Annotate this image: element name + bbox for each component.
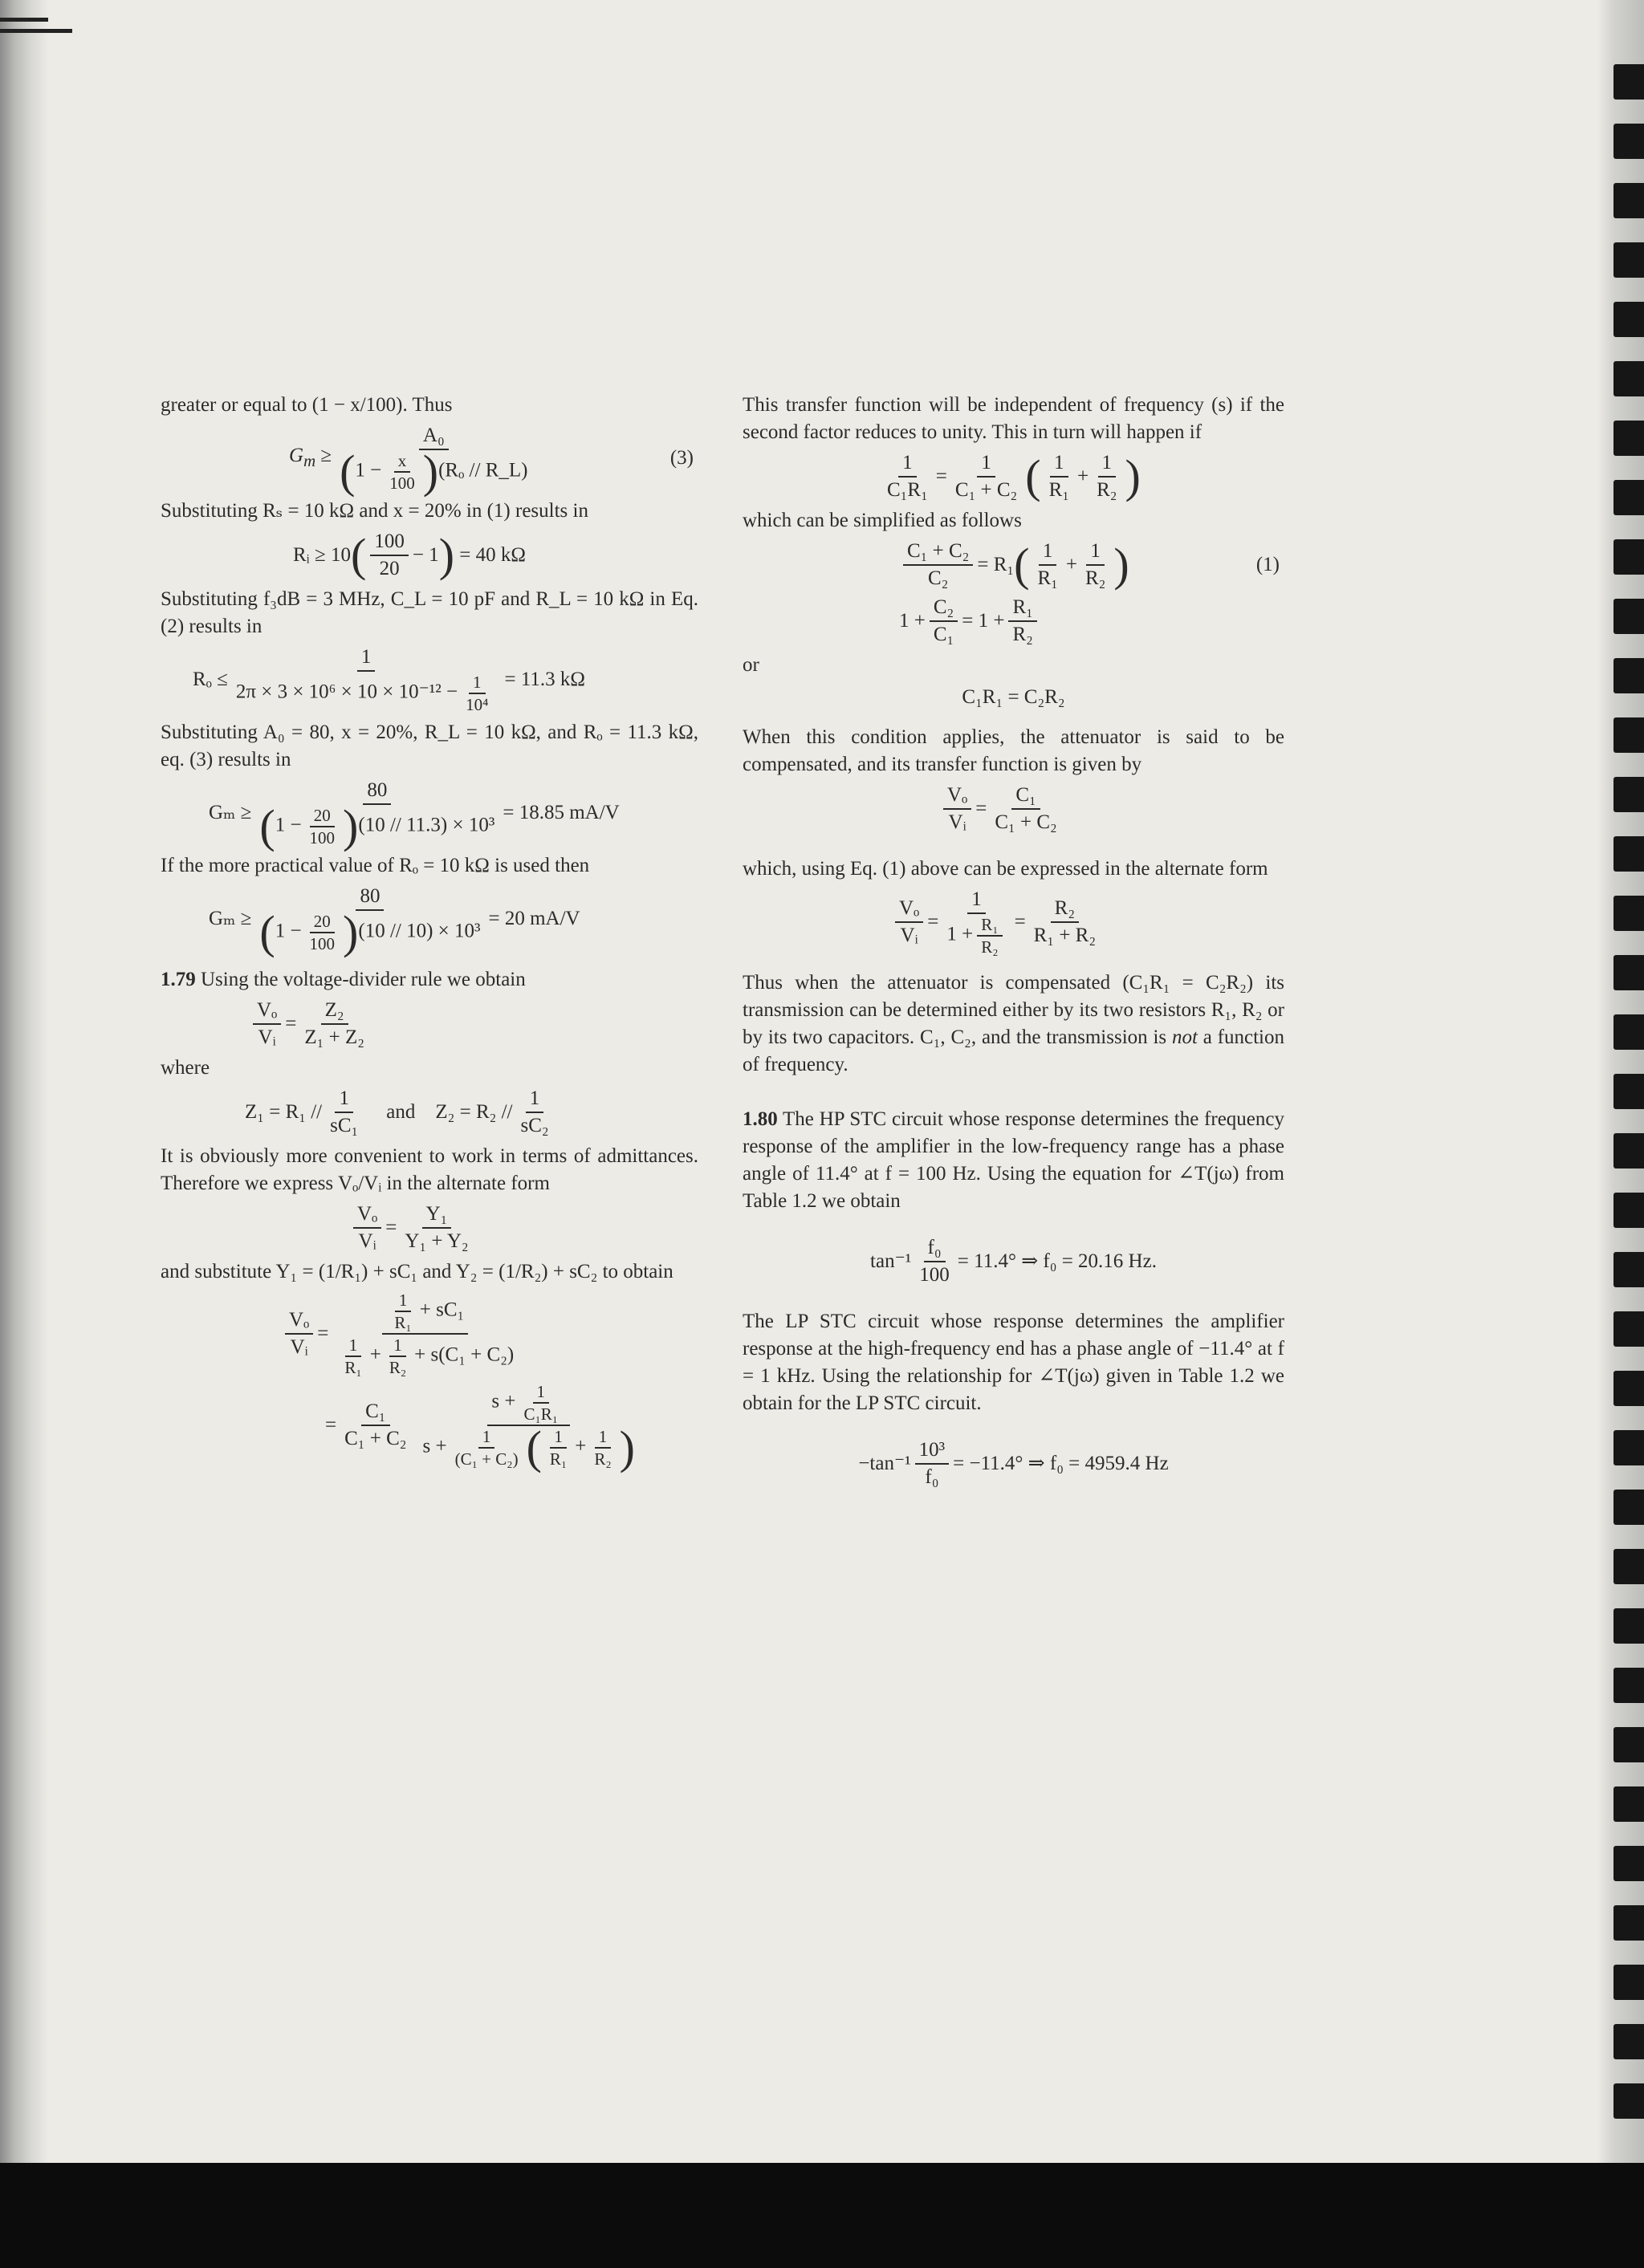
binding-tab	[1613, 1668, 1644, 1703]
eq-s-r1: R₁	[1037, 567, 1058, 589]
eq-alt-fden: R₂	[981, 937, 999, 957]
eq-f-num-c: + sC₁	[419, 1299, 465, 1321]
left-where: where	[161, 1057, 210, 1079]
equation-lp-phase	[743, 1438, 1284, 1490]
equation-impedances	[161, 1087, 698, 1138]
equation-ri: Rᵢ ≥ 10 ( $\frac{100}{20}$ − 1 ) = 40 kΩ	[293, 529, 526, 581]
eq-vd-z2: Z₂	[321, 998, 348, 1025]
eq-z1: Z₁ = R₁ //	[245, 1101, 323, 1123]
binding-tab	[1613, 836, 1644, 872]
eq-f-den-b: R₁	[344, 1358, 362, 1377]
equation-admittance: $\frac{\text{Vₒ}}{\text{Vᵢ}}$ = $\frac{\text{Y₁}}{\text{Y₁ + Y₂}}$	[161, 1202, 698, 1254]
binding-tab	[1613, 1371, 1644, 1406]
eq-hp-num: f₀	[924, 1236, 946, 1262]
eq-alt-vi: Vᵢ	[900, 925, 918, 946]
binding-tab	[1613, 1014, 1644, 1050]
binding-tab	[1613, 1786, 1644, 1822]
eq-vd-vi: Vᵢ	[258, 1026, 276, 1048]
binding-tab	[1613, 361, 1644, 396]
eq-s-one-a: 1	[1039, 539, 1057, 566]
eq-c-r1: R₁	[1048, 479, 1069, 501]
binding-tab	[1613, 717, 1644, 753]
eq-y-num: Y₁	[422, 1202, 452, 1229]
binding-tab	[1613, 1133, 1644, 1169]
scan-mark-top-2	[0, 29, 72, 33]
eq-y-den: Y₁ + Y₂	[405, 1230, 469, 1252]
eq-z1-num: 1	[335, 1087, 353, 1113]
eq-c-lnum: 1	[898, 451, 917, 478]
section-1-79-text: Using the voltage-divider rule we obtain	[201, 969, 526, 990]
binding-tab	[1613, 2024, 1644, 2059]
eq-alt-vo: Vₒ	[895, 896, 923, 923]
eq-s-mid: = R₁	[977, 554, 1015, 575]
left-para-4: Substituting A₀ = 80, x = 20%, R_L = 10 kΩ, and Rₒ = 11.3 kΩ, eq. (3) results in	[161, 721, 698, 770]
eq-lp-result: = −11.4° ⇒ f₀ = 4959.4 Hz	[953, 1453, 1169, 1474]
eq-ro-num: 1	[357, 645, 376, 672]
binding-tab	[1613, 124, 1644, 159]
binding-tab	[1613, 480, 1644, 515]
eq3-num: A₀	[419, 424, 449, 450]
eq-alt-rnum: R₂	[1051, 896, 1079, 923]
eq-alt-num: 1	[967, 888, 986, 914]
eq-ri-result: = 40 kΩ	[459, 544, 526, 566]
eq-f-num-b: R₁	[394, 1313, 412, 1332]
eq-c-lden: C₁R₁	[887, 479, 928, 501]
section-1-80	[743, 1106, 1284, 1215]
eq-gm2-fden: 100	[309, 934, 336, 953]
left-column	[161, 392, 698, 1473]
eq-g-num-fden: C₁R₁	[523, 1404, 559, 1424]
eq-lp-num: 10³	[915, 1438, 950, 1465]
eq3-tag: (3)	[669, 447, 694, 469]
right-or: or	[743, 654, 759, 676]
eq-s-one-b: 1	[1086, 539, 1105, 566]
eq-g-num-s: s +	[491, 1390, 516, 1412]
eq-g-den-one-b: 1	[595, 1427, 612, 1449]
eq-ri-den: 20	[379, 558, 400, 579]
binding-tab	[1613, 1490, 1644, 1525]
binding-tab	[1613, 2083, 1644, 2119]
equation-c1r1-c2r2	[743, 684, 1284, 711]
binding-tab	[1613, 1311, 1644, 1347]
eq-gm2-fnum: 20	[310, 912, 335, 933]
binding-tab	[1613, 242, 1644, 278]
eq-tf-den: C₁ + C₂	[995, 811, 1057, 833]
eq-t-c2: C₂	[930, 595, 958, 622]
equation-voltage-divider: $\frac{\text{Vₒ}}{\text{Vᵢ}}$ = $\frac{\text{Z₂}}{\text{Z₁ + Z₂}}$	[161, 998, 698, 1050]
eq-ri-num: 100	[370, 530, 409, 556]
eq-c-one-a: 1	[1050, 451, 1068, 478]
binding-tab	[1613, 1430, 1644, 1465]
equation-gm-1: Gₘ ≥ 80 (1 − $\frac{20}{100}$ )(10 // 11.3) × 10³ = 18.85 mA/V	[209, 779, 620, 852]
eq-f-den-d: R₂	[389, 1358, 407, 1377]
eq-g-den-r1: R₁	[549, 1449, 568, 1469]
eq-alt-fnum: R₁	[977, 915, 1002, 937]
binding-tab	[1613, 302, 1644, 337]
eq-hp-tan: tan⁻¹	[870, 1250, 912, 1272]
left-para-1: greater or equal to (1 − x/100). Thus	[161, 394, 453, 416]
eq-y-vi: Vᵢ	[358, 1230, 376, 1252]
eq-gm1-fden: 100	[309, 828, 336, 847]
right-para-4: which, using Eq. (1) above can be expressed in the alternate form	[743, 858, 1268, 880]
binding-tab	[1613, 1608, 1644, 1644]
eq-ro-lhs: Rₒ ≤	[193, 669, 228, 690]
binding-tab	[1613, 421, 1644, 456]
eq-g-c1c2: C₁ + C₂	[344, 1428, 407, 1449]
right-para-3: When this condition applies, the attenuator is said to be compensated, and its transfer function is given by	[743, 726, 1284, 775]
left-para-5: If the more practical value of Rₒ = 10 kΩ is used then	[161, 855, 590, 876]
binding-tab	[1613, 1252, 1644, 1287]
binding-tab	[1613, 1727, 1644, 1762]
eq-z1-den: sC₁	[330, 1115, 359, 1136]
eq-vd-z1z2: Z₁ + Z₂	[304, 1026, 364, 1048]
right-para-5-b: a function of frequency.	[743, 1026, 1284, 1075]
binding-tab	[1613, 183, 1644, 218]
section-1-79	[161, 966, 698, 994]
eq-s-num: C₁ + C₂	[903, 539, 973, 566]
eq-t-mid: = 1 +	[962, 610, 1005, 632]
left-para-7: and substitute Y₁ = (1/R₁) + sC₁ and Y₂ = (1/R₂) + sC₂ to obtain	[161, 1261, 673, 1282]
scan-bottom-band	[0, 2163, 1644, 2268]
binding-tab	[1613, 777, 1644, 812]
eq-ri-lhs: Rᵢ ≥ 10	[293, 544, 351, 566]
eq-tf-vo: Vₒ	[943, 783, 971, 810]
eq-1-tag: (1)	[1255, 554, 1280, 575]
eq-tf-num: C₁	[1011, 783, 1040, 810]
binding-tab	[1613, 539, 1644, 575]
eq-alt-rden: R₁ + R₂	[1033, 925, 1097, 946]
equation-ro	[161, 645, 698, 714]
eq-y-vo: Vₒ	[353, 1202, 381, 1229]
eq-ro-den: 2π × 3 × 10⁶ × 10 × 10⁻¹² −	[235, 681, 458, 703]
eq-g-den-s: s +	[422, 1435, 447, 1457]
right-para-5	[743, 969, 1284, 1079]
eq-ro-den-num: 1	[469, 673, 486, 694]
section-1-80-number: 1.80	[743, 1108, 778, 1130]
eq3-100: 100	[389, 474, 415, 493]
eq-gm2-result: = 20 mA/V	[488, 908, 580, 929]
section-1-79-number: 1.79	[161, 969, 196, 990]
eq-lp-tan: −tan⁻¹	[858, 1453, 911, 1474]
scan-mark-top	[0, 18, 48, 22]
equation-full-expression: $\frac{\text{Vₒ}}{\text{Vᵢ}}$ = $\frac{1}{\text{R₁}}$ + sC₁ $\frac{1}{\text{R₁}}$ + $\frac{1}{\text{R₂}}$ + s(C₁ + C₂)	[161, 1290, 698, 1377]
right-para-1: This transfer function will be independent of frequency (s) if the second factor reduces to unity. This in turn will happen if	[743, 394, 1284, 443]
binding-tab	[1613, 658, 1644, 693]
binding-tab	[1613, 64, 1644, 100]
eq3-x: x	[394, 451, 411, 473]
binding-tab	[1613, 1549, 1644, 1584]
eq-gm1-tail: (10 // 11.3) × 10³	[358, 814, 495, 836]
eq-tf-vi: Vᵢ	[948, 811, 966, 833]
eq-gm1-fnum: 20	[310, 806, 335, 827]
eq-c-r2: R₂	[1097, 479, 1117, 501]
equation-gm-2: Gₘ ≥ 80 (1 − $\frac{20}{100}$ )(10 // 10) × 10³ = 20 mA/V	[209, 885, 580, 958]
eq-gm1-num: 80	[363, 778, 391, 805]
eq-g-den-fden: (C₁ + C₂)	[454, 1449, 519, 1469]
left-para-2: Substituting Rₛ = 10 kΩ and x = 20% in (1) results in	[161, 500, 588, 522]
eq-f-den-c: 1	[389, 1335, 406, 1357]
eq-cr: C₁R₁ = C₂R₂	[962, 686, 1065, 708]
right-para-5-not: not	[1171, 1026, 1198, 1048]
eq-c-rden: C₁ + C₂	[954, 479, 1018, 501]
left-para-6: It is obviously more convenient to work in terms of admittances. Therefore we express Vₒ/Vᵢ in the alternate form	[161, 1145, 698, 1194]
equation-simplified-2	[743, 595, 1284, 647]
eq-f-den-e: + s(C₁ + C₂)	[414, 1343, 515, 1366]
eq-g-den-one-a: 1	[550, 1427, 567, 1449]
eq-f-den-a: 1	[345, 1335, 362, 1357]
eq-t-c1: C₁	[933, 624, 954, 645]
equation-simplified-1: $\frac{\text{C₁ + C₂}}{\text{C₂}}$ = R₁ ( $\frac{1}{\text{R₁}}$ + $\frac{1}{\text{R₂}}$ ) (1)	[743, 539, 1284, 591]
eq-and: and	[386, 1101, 416, 1123]
equation-transfer-function: $\frac{\text{Vₒ}}{\text{Vᵢ}}$ = $\frac{\text{C₁}}{\text{C₁ + C₂}}$	[743, 783, 1284, 835]
eq-z2-den: sC₂	[520, 1115, 549, 1136]
equation-hp-phase	[743, 1236, 1284, 1287]
right-para-6: The LP STC circuit whose response determines the amplifier response at the high-frequency end has a phase angle of −11.4° at f = 1 kHz. Using the relationship for ∠T(jω) given in Table 1.2 we obtain for the LP STC circuit.	[743, 1311, 1284, 1414]
eq3-den-tail: (Rₒ // R_L)	[438, 459, 528, 482]
binding-tab	[1613, 1846, 1644, 1881]
binding-tab	[1613, 955, 1644, 990]
eq-gm2-num: 80	[356, 884, 384, 911]
eq-f-vi: Vᵢ	[290, 1336, 308, 1358]
right-para-2: which can be simplified as follows	[743, 510, 1022, 531]
eq-t-r1: R₁	[1008, 595, 1036, 622]
eq3-geq: ≥	[320, 445, 332, 466]
equation-condition: $\frac{1}{\text{C₁R₁}}$ = $\frac{1}{\text{C₁ + C₂}}$ ( $\frac{1}{\text{R₁}}$ + $\frac{1}{\text{R₂}}$ )	[743, 451, 1284, 502]
equation-3: $G_m$ ≥ A₀ (1 − $\frac{x}{100}$ )(Rₒ // R_L) (3)	[161, 424, 698, 493]
eq-f-num-a: 1	[395, 1290, 412, 1312]
eq-hp-result: = 11.4° ⇒ f₀ = 20.16 Hz.	[957, 1250, 1157, 1272]
eq3-lhs: G	[289, 445, 304, 466]
eq-ro-den-den: 10⁴	[466, 695, 489, 714]
eq-alt-one: 1 +	[946, 923, 974, 945]
eq-gm2-lhs: Gₘ ≥	[209, 908, 252, 929]
binding-tab	[1613, 1193, 1644, 1228]
eq-c-rnum: 1	[977, 451, 995, 478]
eq-gm1-lhs: Gₘ ≥	[209, 802, 252, 823]
eq-z2-num: 1	[526, 1087, 544, 1113]
eq-t-one: 1 +	[899, 610, 926, 632]
eq-s-den: C₂	[928, 567, 949, 589]
binding-tab	[1613, 1965, 1644, 2000]
left-para-3: Substituting f₃dB = 3 MHz, C_L = 10 pF and R_L = 10 kΩ in Eq. (2) results in	[161, 588, 698, 637]
binding-tab	[1613, 1074, 1644, 1109]
equation-factored: = $\frac{\text{C₁}}{\text{C₁ + C₂}}$ s + $\frac{1}{\text{C₁R₁}}$ s + $\frac{1}{\text{(C₁ + C₂)}}$ ( $\frac{1}{\text{R₁}}$ + $\frac{1}{\text{R₂}}$ )	[325, 1382, 635, 1473]
section-1-80-text: The HP STC circuit whose response determines the frequency response of the amplifier in the low-frequency range has a phase angle of 11.4° at f = 100 Hz. Using the equation for ∠T(jω) from Table 1.2 we obtain	[743, 1108, 1284, 1212]
binding-tab	[1613, 599, 1644, 634]
eq-g-den-fnum: 1	[478, 1427, 495, 1449]
eq-g-den-r2: R₂	[594, 1449, 612, 1469]
eq-z2: Z₂ = R₂ //	[435, 1101, 513, 1123]
eq-s-r2: R₂	[1084, 567, 1106, 589]
right-column	[743, 392, 1284, 1494]
scan-left-shadow	[0, 0, 48, 2268]
eq-lp-den: f₀	[925, 1466, 939, 1488]
eq-g-num-fnum: 1	[533, 1382, 550, 1404]
eq-ri-tail: − 1	[412, 544, 439, 566]
eq-f-vo: Vₒ	[285, 1308, 313, 1335]
eq-c-one-b: 1	[1098, 451, 1117, 478]
eq-hp-den: 100	[919, 1264, 950, 1286]
right-para-5-a: Thus when the attenuator is compensated (C₁R₁ = C₂R₂) its transmission can be determined either by its two resistors R₁, R₂ or by its two capacitors. C₁, C₂, and the transmission is	[743, 972, 1284, 1048]
eq-ro-result: = 11.3 kΩ	[504, 669, 585, 690]
eq-t-r2: R₂	[1012, 624, 1033, 645]
binding-tab	[1613, 896, 1644, 931]
eq3-fraction: A₀ (1 − $\frac{x}{100}$ )(Rₒ // R_L)	[340, 425, 528, 498]
eq-gm1-result: = 18.85 mA/V	[503, 802, 620, 823]
eq-g-c1: C₁	[361, 1400, 389, 1426]
eq-f-den-plus: +	[369, 1343, 381, 1366]
eq-gm2-tail: (10 // 10) × 10³	[358, 920, 481, 942]
equation-alternate: $\frac{\text{Vₒ}}{\text{Vᵢ}}$ = 1 1 + $\frac{\text{R₁}}{\text{R₂}}$ = $\frac{\text{R₂}}{\text{R₁ + R₂}}$	[743, 888, 1284, 957]
eq-vd-vo: Vₒ	[253, 998, 281, 1025]
binding-tab	[1613, 1905, 1644, 1941]
